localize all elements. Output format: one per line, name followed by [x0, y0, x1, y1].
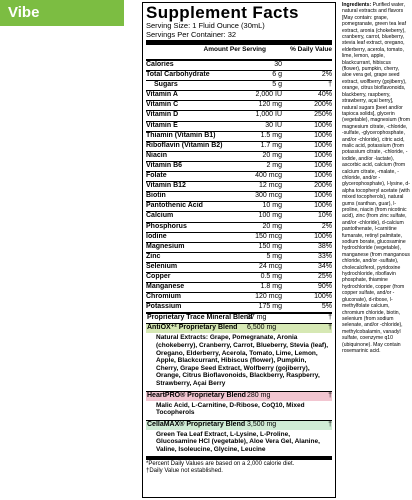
nutrient-name: Vitamin A [146, 91, 178, 99]
nutrient-amount: 0.5 mg [260, 272, 282, 280]
nutrient-row [146, 81, 332, 91]
nutrient-dv: 2% [321, 222, 332, 230]
nutrient-amount: 120 mg [258, 101, 282, 109]
footnotes [146, 456, 332, 475]
nutrient-name: Vitamin B12 [146, 182, 186, 190]
blend-dv: † [328, 314, 332, 322]
nutrient-dv: 33% [317, 252, 332, 260]
nutrient-amount: 5 g [272, 81, 282, 89]
nutrient-dv: 100% [314, 141, 332, 149]
nutrient-amount: 1.5 mg [260, 131, 282, 139]
nutrient-dv: 40% [317, 91, 332, 99]
nutrient-amount: 1.7 mg [260, 141, 282, 149]
trace-blend-row [146, 313, 332, 323]
nutrient-dv: 25% [317, 272, 332, 280]
nutrient-row [146, 61, 332, 71]
nutrient-row [146, 253, 332, 263]
brand-banner [0, 0, 124, 26]
nutrient-amount: 24 mcg [259, 262, 282, 270]
nutrient-amount: 2 mg [266, 161, 282, 169]
footnote-not-established: †Daily Value not established. [146, 468, 223, 475]
blend-dv: † [328, 420, 332, 428]
nutrient-name: Copper [146, 272, 171, 280]
nutrient-dv: 2% [321, 71, 332, 79]
nutrient-name: Vitamin B6 [146, 161, 183, 169]
nutrient-rows [146, 61, 332, 313]
nutrient-name: Pantothenic Acid [146, 202, 203, 210]
nutrient-dv: 38% [317, 242, 332, 250]
nutrient-row [146, 182, 332, 192]
blend-amount: 280 mg [247, 391, 271, 399]
panel-title: Supplement Facts [146, 3, 299, 22]
nutrient-name: Folate [146, 172, 167, 180]
nutrient-row [146, 202, 332, 212]
antiox-ingredients: Natural Extracts: Grape, Pomegranate, Aronia (chokeberry), Cranberry, Carrot, Blueberry, Stevia (leaf), Oregano, Elderberry, Acerola, Tomato, Lime, Lemon, Apple, Blackcurrant, Hibiscus (flower), Pumpkin, Cherry, Grape Seed Extract, Wolfberry (gojiberry), Orange, Citrus Bioflavonoids, Blackberry, Raspberry, Strawberry, Açai Berry [156, 334, 329, 387]
nutrient-amount: 150 mcg [255, 232, 282, 240]
blend-dv: † [328, 324, 332, 332]
nutrient-amount: 175 mg [258, 303, 282, 311]
blend-amount: 37 mg [247, 314, 267, 322]
nutrient-amount: 12 mcg [259, 182, 282, 190]
column-header [146, 45, 332, 61]
blend-name: CellaMAX® Proprietary Blend [147, 420, 246, 428]
nutrient-dv: 100% [314, 151, 332, 159]
nutrient-name: Magnesium [146, 242, 185, 250]
nutrient-name: Riboflavin (Vitamin B2) [146, 141, 223, 149]
nutrient-dv: 5% [321, 303, 332, 311]
nutrient-dv: 100% [314, 172, 332, 180]
heartpro-blend-row [146, 391, 332, 401]
blend-amount: 6,500 mg [247, 324, 277, 332]
nutrient-amount: 1,000 IU [255, 111, 282, 119]
nutrient-name: Niacin [146, 151, 168, 159]
nutrient-dv: 100% [314, 131, 332, 139]
nutrient-amount: 10 mg [262, 202, 282, 210]
nutrient-name: Iodine [146, 232, 167, 240]
nutrient-amount: 20 mg [262, 151, 282, 159]
supplement-facts-panel [142, 2, 336, 498]
nutrient-dv: 250% [314, 111, 332, 119]
nutrient-name: Vitamin C [146, 101, 179, 109]
nutrient-name: Total Carbohydrate [146, 71, 210, 79]
nutrient-name: Calcium [146, 212, 174, 220]
nutrient-amount: 300 mcg [255, 192, 282, 200]
amount-header: Amount Per Serving [203, 46, 266, 53]
nutrient-name: Zinc [146, 252, 161, 260]
nutrient-dv: 10% [317, 212, 332, 220]
nutrient-name: Biotin [146, 192, 166, 200]
nutrient-dv: 100% [314, 121, 332, 129]
nutrient-dv: 100% [314, 202, 332, 210]
ingredients-block [342, 2, 410, 354]
nutrient-row [146, 303, 332, 313]
nutrient-row [146, 91, 332, 101]
nutrient-row [146, 212, 332, 222]
nutrient-dv: 100% [314, 293, 332, 301]
nutrient-name: Calories [146, 61, 174, 68]
nutrient-dv: † [328, 81, 332, 89]
nutrient-dv [282, 61, 332, 70]
nutrient-amount: 1.8 mg [260, 283, 282, 291]
cellamax-blend-row [146, 420, 332, 430]
serving-size: Serving Size: 1 Fluid Ounce (30mL) [146, 21, 265, 30]
nutrient-amount: 30 [274, 61, 282, 68]
nutrient-dv: 34% [317, 262, 332, 270]
nutrient-row [146, 111, 332, 121]
nutrient-dv: 100% [314, 192, 332, 200]
nutrient-amount: 6 g [272, 71, 282, 79]
nutrient-amount: 5 mg [266, 252, 282, 260]
nutrient-name: Thiamin (Vitamin B1) [146, 131, 216, 139]
nutrient-row [146, 293, 332, 303]
nutrient-name: Chromium [146, 293, 181, 301]
brand-name: Vibe [8, 4, 40, 21]
nutrient-dv: 90% [317, 283, 332, 291]
nutrient-row [146, 283, 332, 293]
nutrient-row [146, 172, 332, 182]
cellamax-ingredients: Green Tea Leaf Extract, L-Lysine, L-Proline, Glucosamine HCl (vegetable), Aloe Vera Gel, Alanine, Valine, Isoleucine, Glycine, Leucine [156, 430, 320, 453]
ingredients-text: Purified water, natural extracts and flavors [May contain: grape, pomegranate, green tea leaf extract, aronia (chokeberry), cranberry, carrot, blueberry, stevia leaf extract, oregano, elderberry, acerola, tomato, lime, lemon, apple, blackcurrant, hibiscus (flower), pumpkin, cherry, aloe vera gel, grape seed extract, wolfberry (gojiberry), orange, citrus bioflavonoids, blackberry, raspberry, strawberry, açai berry], natural sugars [beet and/or tapioca solids], glycerin (vegetable), magnesium (from magnesium citrate, -chloride, -sulfate, -glycerophosphate, and/or -chloride), citric acid, malic acid, potassium (from potassium citrate, -chloride, -iodide, and/or -lactate), ascorbic acid, calcium (from calcium citrate, -malate, -chloride, and/or -glycerophosphate), l-lysine, d-alpha tocopheryl acetate (with mixed tocopherols), natural gums (xanthan, guar), l-proline, niacin (from nicotinic acid), zinc (from zinc sulfate, and/or -chloride), d-calcium pantothenate, l-carnitine fumarate, retinyl palmitate, sodium borate, glucosamine hydrochloride (vegetable), manganese (from manganous chloride, and/or -sulfate), cholecalciferol, pyridoxine hydrochloride, riboflavin phosphate, thiamine hydrochloride, copper (from copper sulfate, and/or -gluconate), d-ribose, l-methylfolate calcium, chromium chloride, biotin, selenium (from sodium selenate, and/or -chloride), methylcobalamin, vanadyl sulfate, coenzyme q10 (ubiquinone). May contain rosemarinic acid. [342, 2, 410, 354]
nutrient-dv: 200% [314, 182, 332, 190]
nutrient-row [146, 142, 332, 152]
nutrient-dv: 200% [314, 101, 332, 109]
heartpro-ingredients: Malic Acid, L-Carnitine, D-Ribose, CoQ10, Mixed Tocopherols [156, 401, 305, 417]
nutrient-name: Phosphorus [146, 222, 187, 230]
nutrient-row [146, 263, 332, 273]
nutrient-row [146, 273, 332, 283]
nutrient-row [146, 152, 332, 162]
nutrient-amount: 2,000 IU [255, 91, 282, 99]
blend-name: HeartPRO® Proprietary Blend [147, 391, 246, 399]
nutrient-amount: 20 mg [262, 222, 282, 230]
nutrient-name: Sugars [154, 81, 178, 89]
ingredients-label: Ingredients: [342, 2, 372, 8]
antiox-blend-row [146, 323, 332, 333]
nutrient-row [146, 132, 332, 142]
blend-dv: † [328, 391, 332, 399]
nutrient-name: Potassium [146, 303, 182, 311]
footnote-daily-values: *Percent Daily Values are based on a 2,000 calorie diet. [146, 461, 295, 468]
nutrient-name: Manganese [146, 283, 185, 291]
nutrient-name: Selenium [146, 262, 178, 270]
blend-name: Proprietary Trace Mineral Blend [147, 314, 253, 322]
nutrient-row [146, 162, 332, 172]
nutrient-name: Vitamin D [146, 111, 179, 119]
nutrient-row [146, 223, 332, 233]
nutrient-row [146, 243, 332, 253]
nutrient-amount: 120 mcg [255, 293, 282, 301]
nutrient-row [146, 122, 332, 132]
servings-per-container: Servings Per Container: 32 [146, 30, 237, 39]
nutrient-amount: 150 mg [258, 242, 282, 250]
nutrient-row [146, 101, 332, 111]
nutrient-name: Vitamin E [146, 121, 178, 129]
nutrient-amount: 100 mg [258, 212, 282, 220]
dv-header: % Daily Value [290, 46, 332, 53]
nutrient-row [146, 233, 332, 243]
nutrient-row [146, 192, 332, 202]
blend-name: AntiOX⁺² Proprietary Blend [147, 324, 238, 332]
nutrient-dv: 100% [314, 232, 332, 240]
nutrient-row [146, 71, 332, 81]
nutrient-amount: 400 mcg [255, 172, 282, 180]
nutrient-dv: 100% [314, 161, 332, 169]
nutrient-amount: 30 IU [265, 121, 282, 129]
blend-amount: 3,500 mg [247, 420, 277, 428]
